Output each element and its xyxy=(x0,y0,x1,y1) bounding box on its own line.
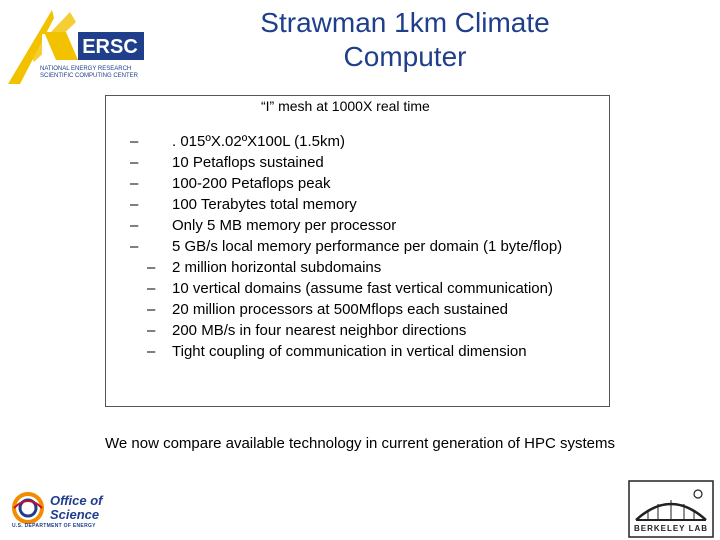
svg-text:SCIENTIFIC COMPUTING CENTER: SCIENTIFIC COMPUTING CENTER xyxy=(40,73,139,79)
svg-text:NATIONAL ENERGY RESEARCH: NATIONAL ENERGY RESEARCH xyxy=(40,66,132,72)
bullet-text: 200 MB/s in four nearest neighbor directions xyxy=(172,322,467,339)
bullet-item xyxy=(106,133,611,150)
bullet-text: 10 Petaflops sustained xyxy=(172,154,324,171)
office-of-science-text: Office of Science xyxy=(50,493,103,522)
bullet-dash: – xyxy=(147,280,156,297)
bullet-item xyxy=(106,217,611,234)
bullet-item xyxy=(106,175,611,192)
bullet-dash: – xyxy=(130,154,139,171)
bullet-dash: – xyxy=(147,343,156,360)
footer-text: We now compare available technology in current generation of HPC systems xyxy=(105,435,615,452)
bullet-item xyxy=(106,280,611,297)
doe-subtitle: U.S. DEPARTMENT OF ENERGY xyxy=(12,523,96,529)
bullet-dash: – xyxy=(130,133,139,150)
bullet-text: Only 5 MB memory per processor xyxy=(172,217,397,234)
content-box xyxy=(105,95,610,407)
title-line-1: Strawman 1km Climate xyxy=(260,7,550,38)
bullet-list xyxy=(106,133,611,364)
bullet-text: 5 GB/s local memory performance per domain (1 byte/flop) xyxy=(172,238,563,255)
bullet-dash: – xyxy=(130,238,139,255)
box-subtitle: “I” mesh at 1000X real time xyxy=(261,96,561,116)
page-title xyxy=(200,6,610,74)
bullet-item xyxy=(106,154,611,171)
bullet-item xyxy=(106,301,611,318)
bullet-dash: – xyxy=(147,322,156,339)
bullet-text: 2 million horizontal subdomains xyxy=(172,259,382,276)
bullet-dash: – xyxy=(130,196,139,213)
bullet-text: Tight coupling of communication in vertical dimension xyxy=(172,343,527,360)
bullet-dash: – xyxy=(130,175,139,192)
bullet-item xyxy=(106,343,611,360)
svg-text:ERSC: ERSC xyxy=(82,36,138,58)
bullet-dash: – xyxy=(147,301,156,318)
bullet-item xyxy=(106,322,611,339)
nersc-logo xyxy=(4,2,154,92)
berkeley-lab-label: BERKELEY LAB xyxy=(633,524,709,533)
bullet-dash: – xyxy=(130,217,139,234)
bullet-text: 100-200 Petaflops peak xyxy=(172,175,331,192)
bullet-text: . 015ºX.02ºX100L (1.5km) xyxy=(172,133,345,150)
bullet-item xyxy=(106,196,611,213)
bullet-dash: – xyxy=(147,259,156,276)
bullet-item xyxy=(106,238,611,255)
bullet-text: 10 vertical domains (assume fast vertical communication) xyxy=(172,280,553,297)
title-line-2: Computer xyxy=(343,41,467,72)
bullet-text: 100 Terabytes total memory xyxy=(172,196,357,213)
bullet-item xyxy=(106,259,611,276)
bullet-text: 20 million processors at 500Mflops each sustained xyxy=(172,301,509,318)
